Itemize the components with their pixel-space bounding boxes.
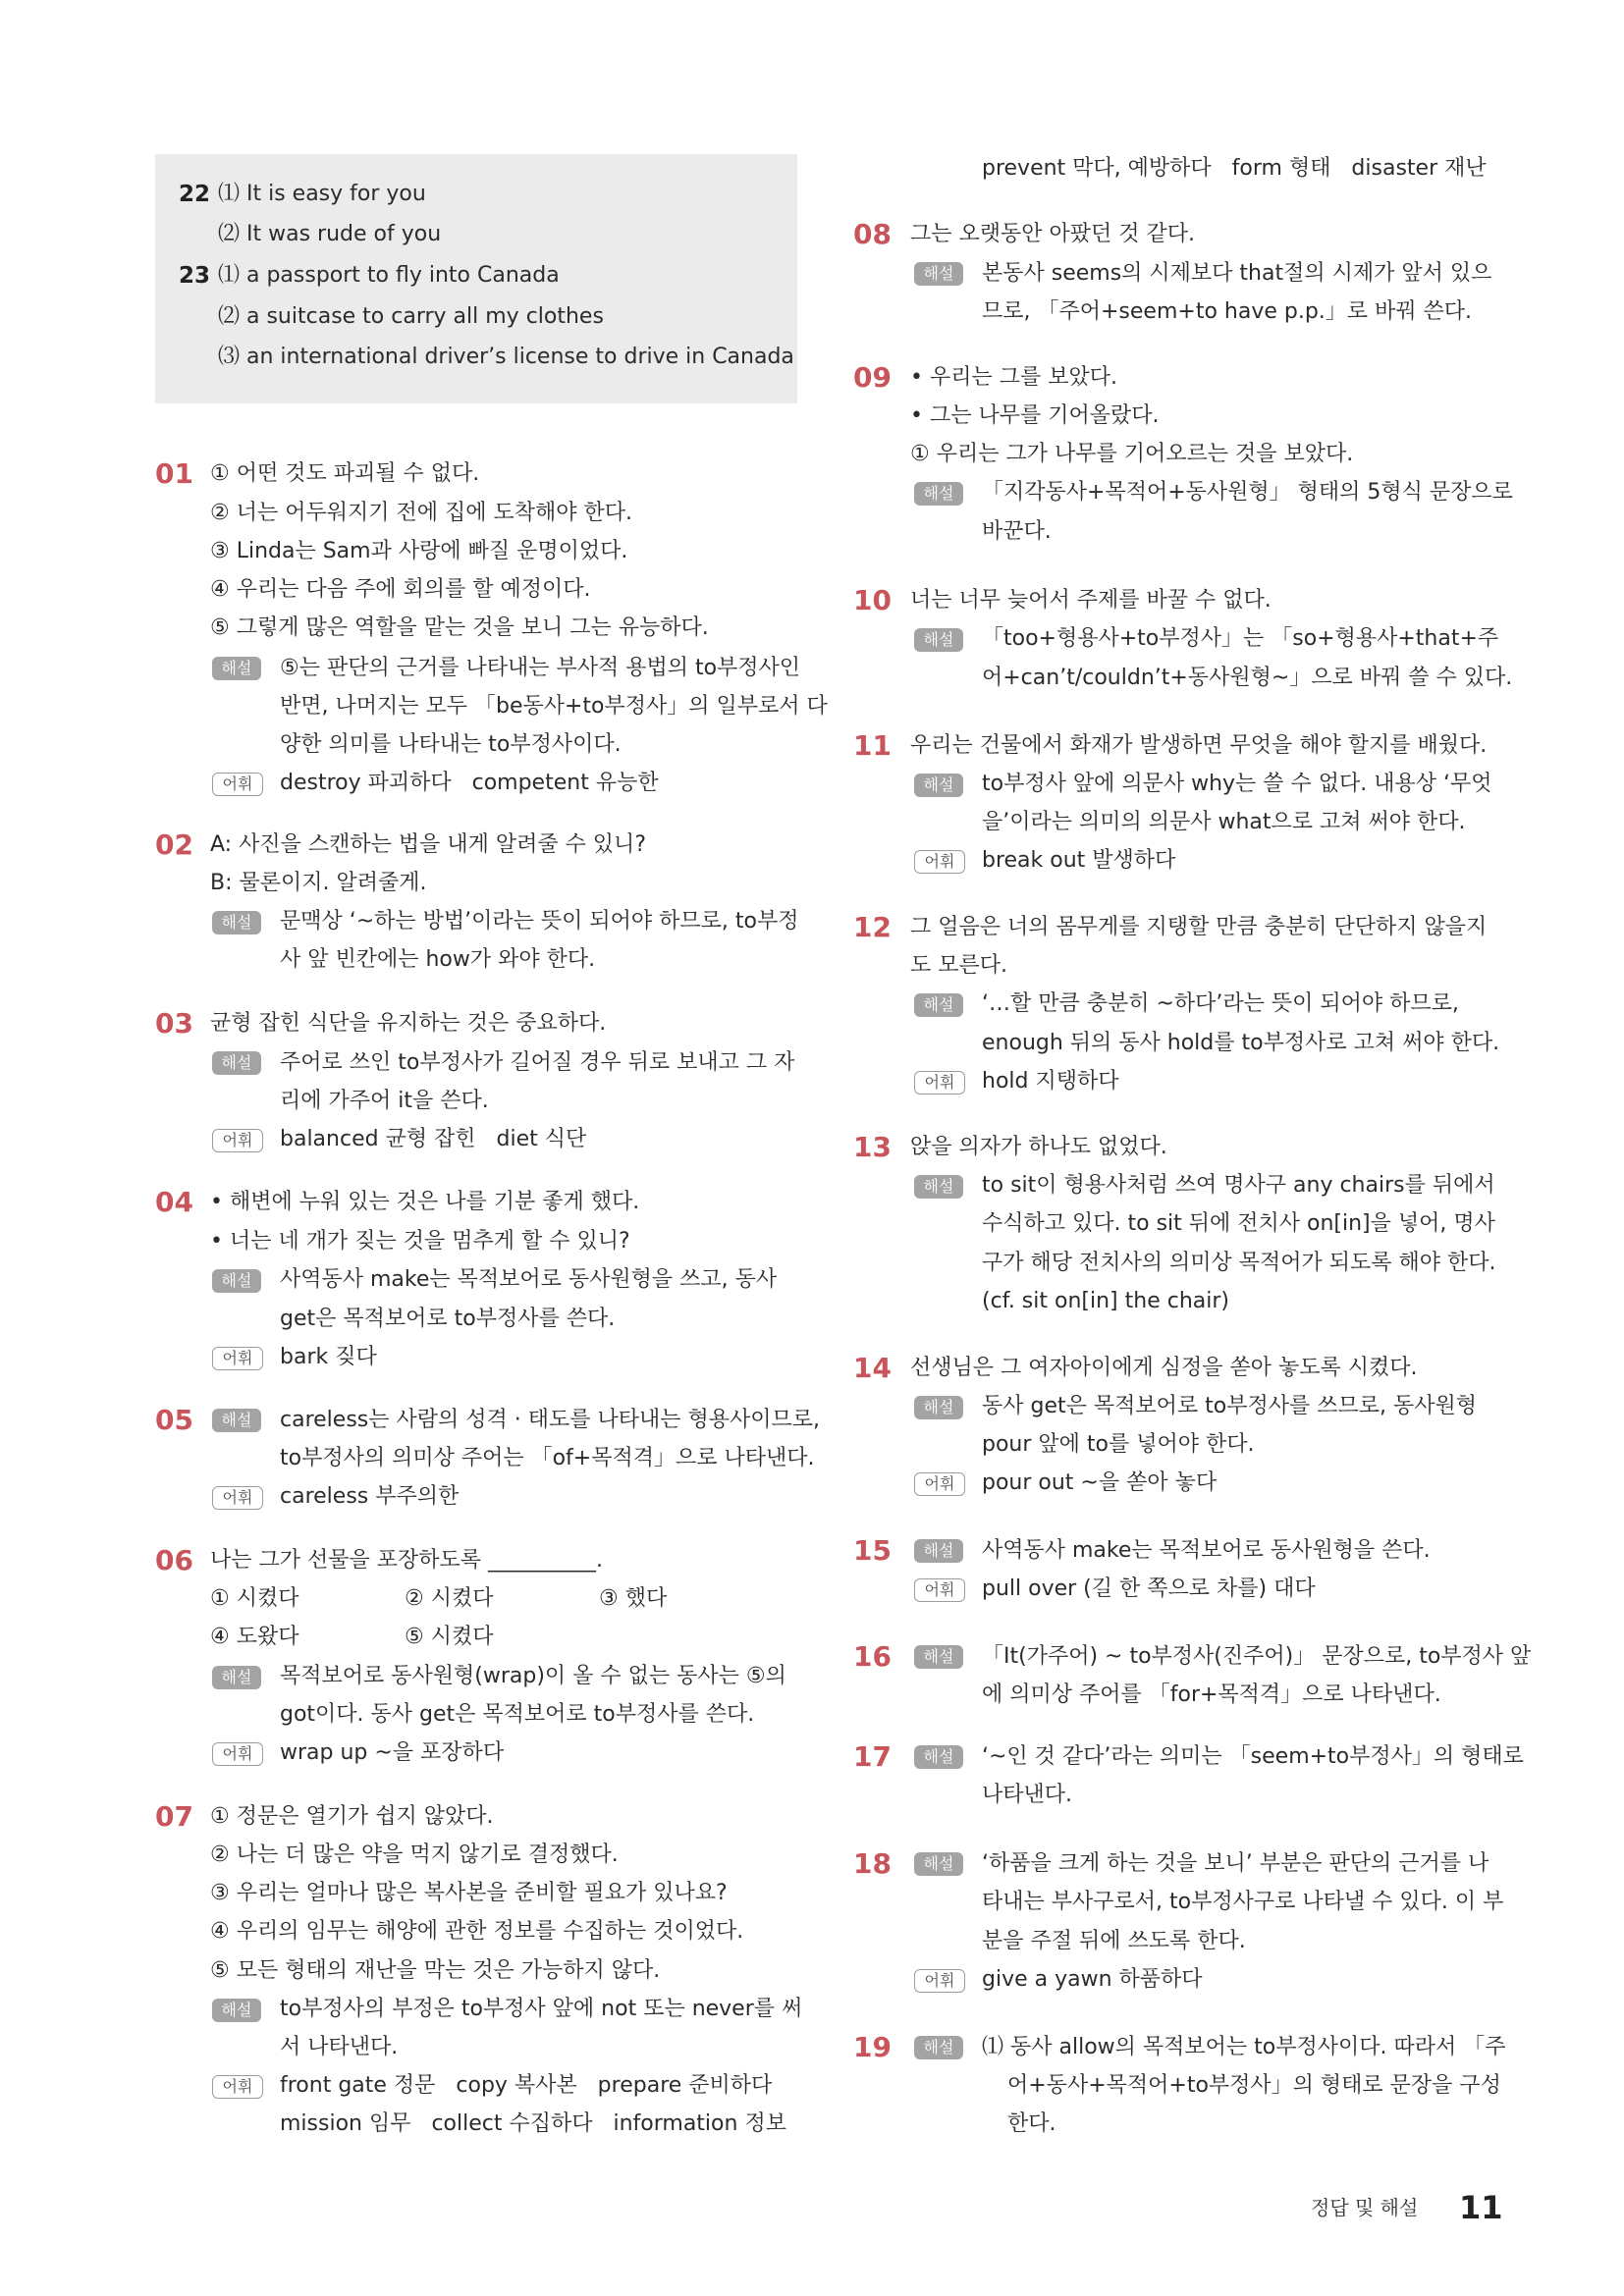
q12-explanation: enough 뒤의 동사 hold를 to부정사로 고쳐 써야 한다. bbox=[982, 1031, 1500, 1055]
explanation-tag: 해설 bbox=[212, 1051, 261, 1075]
explanation-tag: 해설 bbox=[914, 2036, 963, 2059]
explanation-tag: 해설 bbox=[914, 262, 963, 286]
q01-line: ⑤ 그렇게 많은 역할을 맡는 것을 보니 그는 유능하다. bbox=[210, 615, 709, 640]
q07-explanation: 서 나타낸다. bbox=[280, 2035, 399, 2059]
q06-explanation: 목적보어로 동사원형(wrap)이 올 수 없는 동사는 ⑤의 bbox=[280, 1664, 786, 1688]
q06-choice: ② 시켰다 bbox=[405, 1586, 494, 1611]
q13-explanation: 구가 해당 전치사의 의미상 목적어가 되도록 해야 한다. bbox=[982, 1251, 1496, 1275]
q08-number: 08 bbox=[853, 218, 892, 250]
explanation-tag: 해설 bbox=[914, 1175, 963, 1199]
q05-number: 05 bbox=[155, 1404, 193, 1436]
q16-explanation: 「It(가주어) ~ to부정사(진주어)」 문장으로, to부정사 앞 bbox=[982, 1644, 1532, 1669]
q01-line: ① 어떤 것도 파괴될 수 없다. bbox=[210, 461, 480, 486]
q04-vocabulary: bark 짖다 bbox=[280, 1345, 377, 1369]
q09-explanation: 바꾼다. bbox=[982, 519, 1052, 544]
q12-number: 12 bbox=[853, 911, 892, 943]
q01-explanation: ⑤는 판단의 근거를 나타내는 부사적 용법의 to부정사인 bbox=[280, 656, 801, 680]
q07-line: ③ 우리는 얼마나 많은 복사본을 준비할 필요가 있나요? bbox=[210, 1881, 728, 1905]
q15-number: 15 bbox=[853, 1534, 892, 1567]
q19-number: 19 bbox=[853, 2031, 892, 2063]
q17-explanation: ‘~인 것 같다’라는 의미는 「seem+to부정사」의 형태로 bbox=[982, 1744, 1524, 1769]
vocabulary-tag: 어휘 bbox=[914, 1472, 965, 1496]
vocabulary-tag: 어휘 bbox=[914, 1969, 965, 1993]
q04-explanation: 사역동사 make는 목적보어로 동사원형을 쓰고, 동사 bbox=[280, 1267, 778, 1292]
q06-choice: ④ 도왔다 bbox=[210, 1625, 299, 1649]
q02-line: A: 사진을 스캔하는 법을 내게 알려줄 수 있니? bbox=[210, 832, 646, 857]
q06-explanation: got이다. 동사 get은 목적보어로 to부정사를 쓴다. bbox=[280, 1702, 755, 1727]
q03-explanation: 리에 가주어 it을 쓴다. bbox=[280, 1089, 489, 1113]
q17-explanation: 나타낸다. bbox=[982, 1783, 1073, 1807]
q04-line: • 해변에 누워 있는 것은 나를 기분 좋게 했다. bbox=[210, 1190, 640, 1214]
q06-choice: ③ 했다 bbox=[599, 1586, 668, 1611]
q13-explanation: 수식하고 있다. to sit 뒤에 전치사 on[in]을 넣어, 명사 bbox=[982, 1211, 1495, 1236]
q19-explanation: 한다. bbox=[1007, 2111, 1056, 2136]
q04-number: 04 bbox=[155, 1186, 193, 1218]
q02-line: B: 물론이지. 알려줄게. bbox=[210, 871, 427, 895]
q09-number: 09 bbox=[853, 361, 892, 394]
vocabulary-tag: 어휘 bbox=[212, 1742, 263, 1766]
q18-explanation: 타내는 부사구로서, to부정사구로 나타낼 수 있다. 이 부 bbox=[982, 1890, 1504, 1914]
q09-line: ① 우리는 그가 나무를 기어오르는 것을 보았다. bbox=[910, 442, 1354, 466]
q18-explanation: 분을 주절 뒤에 쓰도록 한다. bbox=[982, 1929, 1246, 1953]
explanation-tag: 해설 bbox=[212, 1409, 261, 1432]
q07-line: ⑤ 모든 형태의 재난을 막는 것은 가능하지 않다. bbox=[210, 1958, 661, 1983]
q09-line: • 우리는 그를 보았다. bbox=[910, 365, 1117, 390]
explanation-tag: 해설 bbox=[914, 1852, 963, 1876]
q14-line: 선생님은 그 여자아이에게 심정을 쏟아 놓도록 시켰다. bbox=[910, 1356, 1418, 1380]
q15-explanation: 사역동사 make는 목적보어로 동사원형을 쓴다. bbox=[982, 1538, 1431, 1563]
q10-line: 너는 너무 늦어서 주제를 바꿀 수 없다. bbox=[910, 588, 1272, 613]
q01-line: ② 너는 어두워지기 전에 집에 도착해야 한다. bbox=[210, 501, 632, 525]
explanation-tag: 해설 bbox=[914, 628, 963, 652]
q07-number: 07 bbox=[155, 1800, 193, 1833]
q11-explanation: 을’이라는 의미의 의문사 what으로 고쳐 써야 한다. bbox=[982, 810, 1466, 834]
q12-line: 도 모른다. bbox=[910, 953, 1007, 978]
q10-explanation: 어+can’t/couldn’t+동사원형~」으로 바꿔 쓸 수 있다. bbox=[982, 666, 1513, 690]
q07-explanation: to부정사의 부정은 to부정사 앞에 not 또는 never를 써 bbox=[280, 1997, 803, 2021]
q14-vocabulary: pour out ~을 쏟아 놓다 bbox=[982, 1470, 1218, 1495]
q14-explanation: pour 앞에 to를 넣어야 한다. bbox=[982, 1432, 1255, 1457]
q11-explanation: to부정사 앞에 의문사 why는 쓸 수 없다. 내용상 ‘무엇 bbox=[982, 772, 1492, 796]
q07-vocabulary: mission 임무 collect 수집하다 information 정보 bbox=[280, 2111, 786, 2136]
explanation-tag: 해설 bbox=[914, 774, 963, 797]
explanation-tag: 해설 bbox=[914, 1645, 963, 1669]
footer-label: 정답 및 해설 bbox=[1311, 2196, 1419, 2219]
q14-number: 14 bbox=[853, 1352, 892, 1384]
q07-line: ① 정문은 열기가 쉽지 않았다. bbox=[210, 1804, 494, 1829]
q05-explanation: careless는 사람의 성격 · 태도를 나타내는 형용사이므로, bbox=[280, 1408, 820, 1432]
q05-explanation: to부정사의 의미상 주어는 「of+목적격」으로 나타낸다. bbox=[280, 1446, 815, 1470]
q06-number: 06 bbox=[155, 1544, 193, 1576]
q22-answer-1: ⑴ It is easy for you bbox=[218, 182, 426, 206]
q09-line: • 그는 나무를 기어올랐다. bbox=[910, 403, 1160, 428]
q16-explanation: 에 의미상 주어를 「for+목적격」으로 나타낸다. bbox=[982, 1682, 1441, 1707]
q06-question: 나는 그가 선물을 포장하도록 __________. bbox=[210, 1548, 603, 1573]
q15-vocabulary: pull over (길 한 쪽으로 차를) 대다 bbox=[982, 1576, 1316, 1601]
vocabulary-tag: 어휘 bbox=[212, 1129, 263, 1152]
q18-vocabulary: give a yawn 하품하다 bbox=[982, 1967, 1203, 1992]
q23-answer-1: ⑴ a passport to fly into Canada bbox=[218, 263, 560, 288]
q08-explanation: 므로, 「주어+seem+to have p.p.」로 바꿔 쓴다. bbox=[982, 299, 1473, 324]
q13-line: 앉을 의자가 하나도 없었다. bbox=[910, 1135, 1167, 1159]
q01-number: 01 bbox=[155, 457, 193, 490]
q16-number: 16 bbox=[853, 1640, 892, 1673]
q11-line: 우리는 건물에서 화재가 발생하면 무엇을 해야 할지를 배웠다. bbox=[910, 733, 1488, 758]
vocabulary-tag: 어휘 bbox=[914, 1071, 965, 1095]
q11-number: 11 bbox=[853, 729, 892, 762]
q13-explanation: (cf. sit on[in] the chair) bbox=[982, 1289, 1229, 1313]
q12-vocabulary: hold 지탱하다 bbox=[982, 1069, 1119, 1094]
q22-answer-2: ⑵ It was rude of you bbox=[218, 222, 442, 246]
page-number: 11 bbox=[1459, 2189, 1503, 2226]
explanation-tag: 해설 bbox=[212, 1999, 261, 2022]
q02-explanation: 문맥상 ‘~하는 방법’이라는 뜻이 되어야 하므로, to부정 bbox=[280, 909, 799, 934]
q06-choice: ⑤ 시켰다 bbox=[405, 1625, 494, 1649]
q11-vocabulary: break out 발생하다 bbox=[982, 848, 1176, 873]
q19-explanation: ⑴ 동사 allow의 목적보어는 to부정사이다. 따라서 「주 bbox=[982, 2035, 1506, 2059]
vocabulary-tag: 어휘 bbox=[212, 1347, 263, 1370]
q22-number: 22 bbox=[179, 182, 211, 207]
explanation-tag: 해설 bbox=[914, 993, 963, 1017]
q01-explanation: 반면, 나머지는 모두 「be동사+to부정사」의 일부로서 다 bbox=[280, 694, 828, 719]
q01-vocabulary: destroy 파괴하다 competent 유능한 bbox=[280, 771, 659, 795]
q14-explanation: 동사 get은 목적보어로 to부정사를 쓰므로, 동사원형 bbox=[982, 1394, 1477, 1418]
answer-box bbox=[155, 154, 797, 403]
q03-vocabulary: balanced 균형 잡힌 diet 식단 bbox=[280, 1127, 587, 1151]
q23-number: 23 bbox=[179, 263, 211, 289]
q08-explanation: 본동사 seems의 시제보다 that절의 시제가 앞서 있으 bbox=[982, 261, 1492, 286]
vocabulary-tag: 어휘 bbox=[914, 850, 965, 874]
q06-choice: ① 시켰다 bbox=[210, 1586, 299, 1611]
explanation-tag: 해설 bbox=[212, 1666, 261, 1689]
q23-answer-3: ⑶ an international driver’s license to drive in Canada bbox=[218, 345, 794, 369]
q01-line: ④ 우리는 다음 주에 회의를 할 예정이다. bbox=[210, 577, 591, 602]
q04-line: • 너는 네 개가 짖는 것을 멈추게 할 수 있니? bbox=[210, 1229, 630, 1254]
vocabulary-tag: 어휘 bbox=[914, 1578, 965, 1602]
explanation-tag: 해설 bbox=[914, 1539, 963, 1563]
q02-explanation: 사 앞 빈칸에는 how가 와야 한다. bbox=[280, 947, 596, 972]
q08-line: 그는 오랫동안 아팠던 것 같다. bbox=[910, 222, 1195, 246]
q03-line: 균형 잡힌 식단을 유지하는 것은 중요하다. bbox=[210, 1011, 607, 1036]
vocabulary-tag: 어휘 bbox=[212, 773, 263, 796]
q13-number: 13 bbox=[853, 1131, 892, 1163]
q18-number: 18 bbox=[853, 1847, 892, 1880]
q02-number: 02 bbox=[155, 828, 193, 861]
q13-explanation: to sit이 형용사처럼 쓰여 명사구 any chairs를 뒤에서 bbox=[982, 1173, 1495, 1198]
q12-explanation: ‘…할 만큼 충분히 ~하다’라는 뜻이 되어야 하므로, bbox=[982, 991, 1459, 1016]
q23-answer-2: ⑵ a suitcase to carry all my clothes bbox=[218, 304, 604, 329]
q07-line: ④ 우리의 임무는 해양에 관한 정보를 수집하는 것이었다. bbox=[210, 1919, 744, 1944]
q07-line: ② 나는 더 많은 약을 먹지 않기로 결정했다. bbox=[210, 1842, 619, 1867]
q18-explanation: ‘하품을 크게 하는 것을 보니’ 부분은 판단의 근거를 나 bbox=[982, 1851, 1489, 1876]
q12-line: 그 얼음은 너의 몸무게를 지탱할 만큼 충분히 단단하지 않을지 bbox=[910, 915, 1488, 939]
q01-explanation: 양한 의미를 나타내는 to부정사이다. bbox=[280, 732, 622, 757]
q03-explanation: 주어로 쓰인 to부정사가 길어질 경우 뒤로 보내고 그 자 bbox=[280, 1050, 795, 1075]
q07-vocabulary-continued: prevent 막다, 예방하다 form 형태 disaster 재난 bbox=[982, 156, 1487, 181]
q10-number: 10 bbox=[853, 584, 892, 616]
explanation-tag: 해설 bbox=[914, 1745, 963, 1769]
q05-vocabulary: careless 부주의한 bbox=[280, 1484, 460, 1509]
q17-number: 17 bbox=[853, 1740, 892, 1773]
q19-explanation: 어+동사+목적어+to부정사」의 형태로 문장을 구성 bbox=[1007, 2073, 1501, 2098]
q06-vocabulary: wrap up ~을 포장하다 bbox=[280, 1740, 505, 1765]
vocabulary-tag: 어휘 bbox=[212, 2075, 263, 2099]
explanation-tag: 해설 bbox=[212, 657, 261, 680]
q03-number: 03 bbox=[155, 1007, 193, 1040]
explanation-tag: 해설 bbox=[914, 1396, 963, 1419]
explanation-tag: 해설 bbox=[212, 911, 261, 934]
q01-line: ③ Linda는 Sam과 사랑에 빠질 운명이었다. bbox=[210, 539, 628, 563]
vocabulary-tag: 어휘 bbox=[212, 1486, 263, 1510]
q09-explanation: 「지각동사+목적어+동사원형」 형태의 5형식 문장으로 bbox=[982, 480, 1513, 505]
q07-vocabulary: front gate 정문 copy 복사본 prepare 준비하다 bbox=[280, 2073, 773, 2098]
q10-explanation: 「too+형용사+to부정사」는 「so+형용사+that+주 bbox=[982, 626, 1499, 651]
q04-explanation: get은 목적보어로 to부정사를 쓴다. bbox=[280, 1307, 616, 1331]
explanation-tag: 해설 bbox=[914, 482, 963, 506]
explanation-tag: 해설 bbox=[212, 1269, 261, 1293]
